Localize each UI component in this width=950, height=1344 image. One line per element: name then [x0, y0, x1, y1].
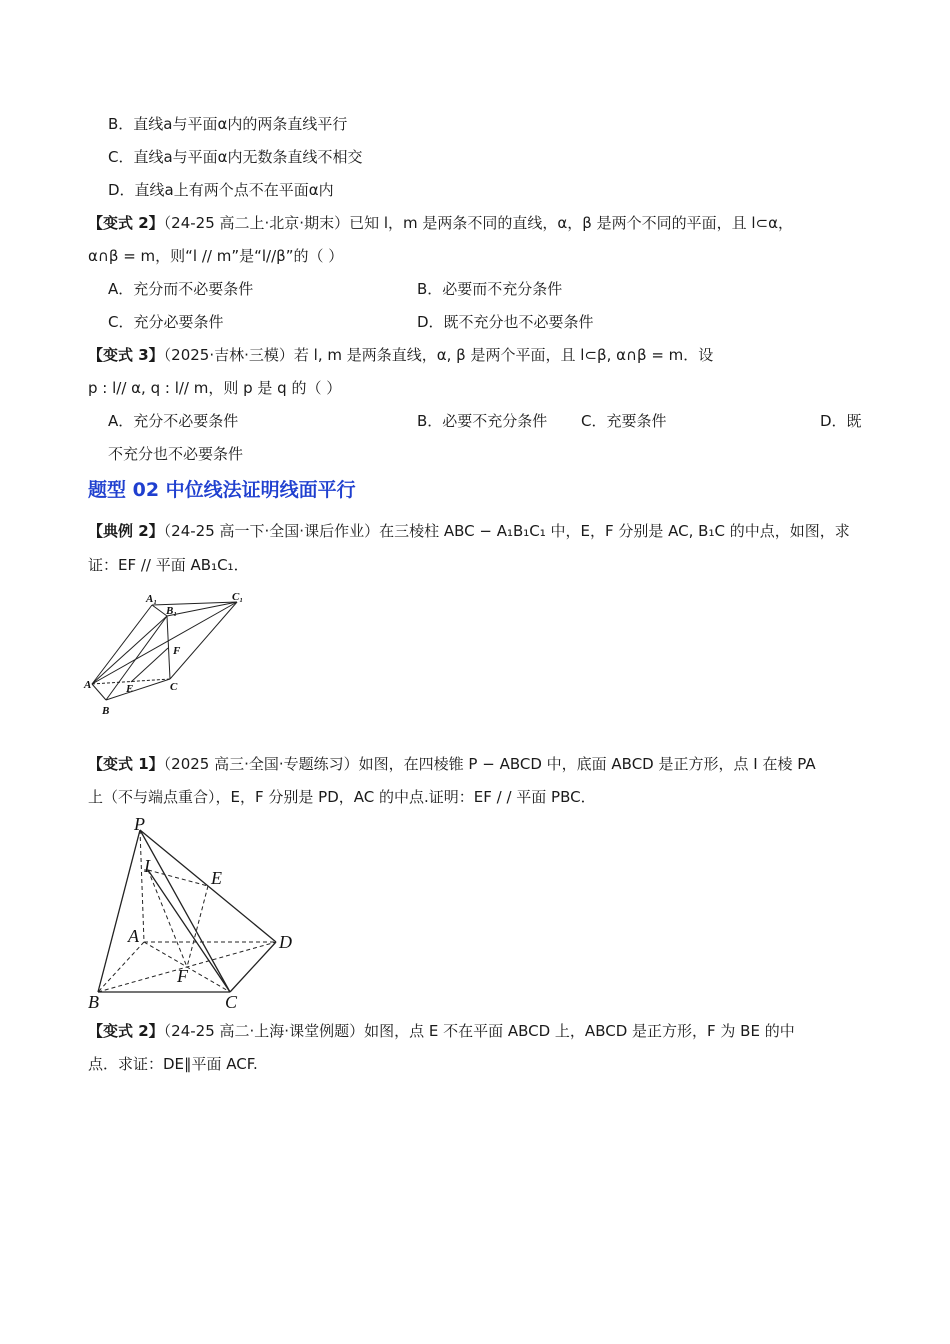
label-C1: C₁ [232, 591, 244, 603]
variant3-line1 [88, 345, 713, 365]
option-b: B．直线a与平面α内的两条直线平行 [108, 115, 348, 133]
label-A: A [84, 679, 92, 691]
variant3-line2: p : l// α, q : l// m，则 p 是 q 的（ ） [88, 379, 342, 397]
label-C: C [225, 992, 238, 1012]
variant3-text1: （2025·吉林·三模）若 l, m 是两条直线，α, β 是两个平面，且 l⊂β, α∩β = m．设 [163, 346, 714, 364]
label-A1: A₁ [146, 593, 158, 605]
example2-line2: 证：EF // 平面 AB₁C₁． [88, 556, 249, 574]
example2-line1 [88, 521, 850, 541]
variant2b-tag: 【变式 2】 [88, 1022, 164, 1040]
variant3-option-d-cont: 不充分也不必要条件 [108, 445, 244, 463]
label-B: B [88, 992, 99, 1012]
variant2b-text1: （24-25 高二·上海·课堂例题）如图，点 E 不在平面 ABCD 上，ABCD 是正方形，F 为 BE 的中 [163, 1022, 795, 1040]
variant2a-text1: （24-25 高二上·北京·期末）已知 l，m 是两条不同的直线，α，β 是两个不同的平面，且 l⊂α， [163, 214, 794, 232]
section-title: 题型 02 中位线法证明线面平行 [88, 479, 356, 501]
label-F: F [173, 645, 181, 657]
label-I: I [144, 856, 150, 876]
variant3-option-d: D．既 [820, 412, 862, 430]
example2-text1: （24-25 高一下·全国·课后作业）在三棱柱 ABC − A₁B₁C₁ 中，E，F 分别是 AC, B₁C 的中点，如图，求 [163, 522, 850, 540]
variant2a-line2: α∩β = m，则“l // m”是“l//β”的（ ） [88, 247, 344, 265]
variant1-tag: 【变式 1】 [88, 755, 164, 773]
variant1-line2: 上（不与端点重合），E，F 分别是 PD，AC 的中点.证明：EF / / 平面 PBC． [88, 788, 596, 806]
variant3-option-b: B．必要不充分条件 [417, 412, 548, 430]
prism-figure [82, 588, 254, 720]
label-E: E [211, 868, 222, 888]
label-E: E [126, 683, 134, 695]
variant2a-option-d: D．既不充分也不必要条件 [417, 313, 594, 331]
pyramid-figure [84, 814, 304, 1014]
label-C: C [170, 681, 178, 693]
variant1-line1 [88, 754, 816, 774]
variant2a-option-b: B．必要而不充分条件 [417, 280, 563, 298]
variant2a-line1 [88, 213, 793, 233]
variant2a-option-a: A．充分而不必要条件 [108, 280, 254, 298]
variant2b-line1 [88, 1021, 795, 1041]
label-B: B [102, 705, 110, 717]
label-F: F [177, 966, 188, 986]
variant1-text1: （2025 高三·全国·专题练习）如图，在四棱锥 P − ABCD 中，底面 ABCD 是正方形，点 I 在棱 PA [163, 755, 816, 773]
variant2b-line2: 点．求证：DE∥平面 ACF. [88, 1055, 258, 1073]
option-d: D．直线a上有两个点不在平面α内 [108, 181, 334, 199]
variant2a-tag: 【变式 2】 [88, 214, 164, 232]
label-B1: B₁ [166, 605, 178, 617]
example2-tag: 【典例 2】 [88, 522, 164, 540]
label-A: A [128, 926, 139, 946]
variant3-option-a: A．充分不必要条件 [108, 412, 239, 430]
option-c: C．直线a与平面α内无数条直线不相交 [108, 148, 363, 166]
label-D: D [279, 932, 292, 952]
variant3-tag: 【变式 3】 [88, 346, 164, 364]
label-P: P [134, 814, 145, 834]
variant2a-option-c: C．充分必要条件 [108, 313, 224, 331]
variant3-option-c: C．充要条件 [581, 412, 667, 430]
